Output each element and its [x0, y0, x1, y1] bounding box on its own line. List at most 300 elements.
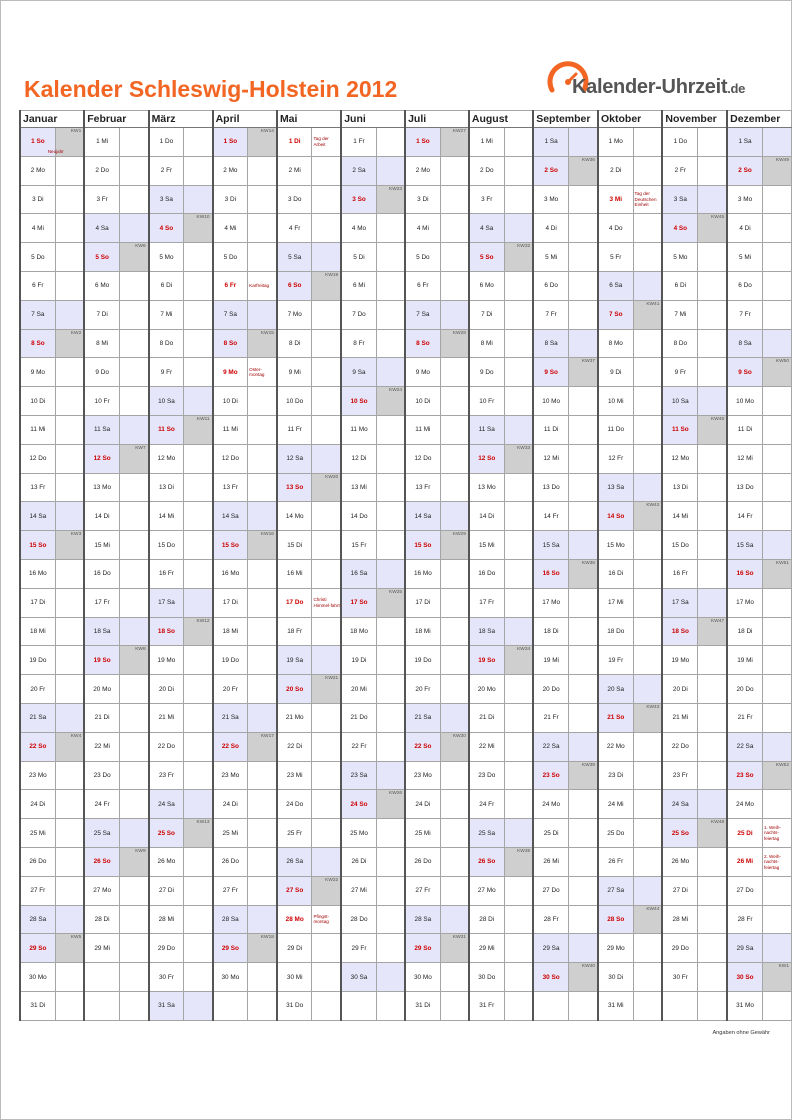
entry-cell — [376, 934, 405, 963]
entry-cell — [698, 934, 727, 963]
entry-cell — [120, 531, 149, 560]
day-cell: 22 So — [213, 732, 248, 761]
month-header: Januar — [20, 111, 84, 128]
month-header: September — [533, 111, 598, 128]
day-cell: 22 Do — [662, 732, 697, 761]
entry-cell — [633, 358, 662, 387]
entry-cell — [569, 185, 598, 214]
entry-cell — [569, 531, 598, 560]
entry-cell — [698, 963, 727, 992]
day-cell: 19 Sa — [277, 646, 312, 675]
page-title: Kalender Schleswig-Holstein 2012 — [24, 76, 398, 102]
entry-cell — [569, 559, 598, 588]
day-cell: 5 Do — [20, 243, 55, 272]
entry-cell — [312, 473, 341, 502]
day-cell: 24 Fr — [84, 790, 119, 819]
day-cell: 18 Sa — [84, 617, 119, 646]
day-cell: 1 Sa — [727, 128, 762, 157]
day-cell: 5 So — [469, 243, 504, 272]
entry-cell — [120, 271, 149, 300]
day-cell: 9 Do — [469, 358, 504, 387]
entry-cell — [762, 502, 791, 531]
empty-cell — [662, 991, 697, 1020]
entry-cell — [762, 387, 791, 416]
day-cell: 13 Fr — [213, 473, 248, 502]
entry-cell — [184, 243, 213, 272]
week-number: KW45 — [711, 215, 725, 221]
day-cell: 31 Sa — [149, 991, 184, 1020]
day-cell: 25 Fr — [277, 819, 312, 848]
day-cell: 16 So — [727, 559, 762, 588]
day-cell: 9 Mo — [405, 358, 440, 387]
entry-cell — [55, 502, 84, 531]
day-cell: 26 Sa — [277, 847, 312, 876]
entry-cell — [184, 646, 213, 675]
month-header: Dezember — [727, 111, 791, 128]
day-cell: 7 Sa — [20, 300, 55, 329]
entry-cell — [376, 847, 405, 876]
entry-cell — [569, 732, 598, 761]
entry-cell — [312, 214, 341, 243]
entry-cell — [184, 934, 213, 963]
day-cell: 23 Fr — [662, 761, 697, 790]
day-cell: 28 Di — [469, 905, 504, 934]
day-cell: 17 Mo — [727, 588, 762, 617]
day-cell: 18 Mi — [20, 617, 55, 646]
entry-cell — [376, 271, 405, 300]
entry-cell — [312, 905, 341, 934]
day-cell: 10 Di — [20, 387, 55, 416]
day-cell: 25 Mo — [341, 819, 376, 848]
day-cell: 11 Di — [727, 415, 762, 444]
day-cell: 24 Do — [277, 790, 312, 819]
entry-cell — [312, 415, 341, 444]
entry-cell — [184, 790, 213, 819]
day-cell: 7 Mo — [277, 300, 312, 329]
entry-cell — [569, 761, 598, 790]
entry-cell — [55, 934, 84, 963]
entry-cell — [312, 271, 341, 300]
day-cell: 9 Mo — [213, 358, 248, 387]
entry-cell — [633, 329, 662, 358]
day-cell: 29 Sa — [727, 934, 762, 963]
entry-cell — [312, 531, 341, 560]
day-cell: 15 Sa — [533, 531, 568, 560]
entry-cell — [698, 617, 727, 646]
day-cell: 27 Fr — [213, 876, 248, 905]
entry-cell — [698, 905, 727, 934]
logo-text — [572, 76, 745, 99]
entry-cell — [184, 847, 213, 876]
day-cell: 4 Di — [727, 214, 762, 243]
empty-cell — [341, 991, 376, 1020]
day-cell: 5 Fr — [598, 243, 633, 272]
month-header: August — [469, 111, 533, 128]
day-cell: 11 Mo — [341, 415, 376, 444]
entry-cell — [762, 156, 791, 185]
week-number: KW27 — [452, 129, 466, 134]
entry-cell — [440, 732, 469, 761]
entry-cell — [440, 963, 469, 992]
day-cell: 16 Mi — [277, 559, 312, 588]
day-cell: 5 Do — [213, 243, 248, 272]
day-cell: 19 Mi — [727, 646, 762, 675]
day-cell: 29 So — [405, 934, 440, 963]
holiday-label: Oster-montag — [249, 366, 265, 378]
month-header: Juli — [405, 111, 469, 128]
entry-cell — [762, 646, 791, 675]
day-cell: 7 Fr — [533, 300, 568, 329]
entry-cell — [184, 559, 213, 588]
week-number: KW35 — [517, 848, 531, 854]
week-number: KW28 — [452, 330, 466, 336]
day-cell: 15 So — [20, 531, 55, 560]
holiday-label: Tag der Arbeit — [313, 136, 329, 147]
entry-cell — [248, 559, 277, 588]
entry-cell — [248, 617, 277, 646]
day-cell: 8 Sa — [727, 329, 762, 358]
entry-cell — [698, 790, 727, 819]
week-number: KW37 — [581, 359, 595, 365]
empty-cell — [84, 991, 119, 1020]
entry-cell — [633, 761, 662, 790]
day-cell: 5 Mi — [533, 243, 568, 272]
day-cell: 23 Mo — [213, 761, 248, 790]
entry-cell — [504, 876, 533, 905]
day-cell: 26 Mi — [533, 847, 568, 876]
day-cell: 23 Do — [469, 761, 504, 790]
entry-cell — [762, 243, 791, 272]
entry-cell — [55, 963, 84, 992]
entry-cell — [569, 300, 598, 329]
holiday-label: Tag der Deutschen Einheit — [634, 191, 657, 208]
day-cell: 2 Mo — [213, 156, 248, 185]
entry-cell — [698, 761, 727, 790]
entry-cell — [312, 963, 341, 992]
entry-cell — [120, 358, 149, 387]
day-cell: 28 Sa — [405, 905, 440, 934]
day-cell: 29 Do — [149, 934, 184, 963]
entry-cell — [120, 876, 149, 905]
entry-cell — [55, 444, 84, 473]
day-cell: 24 Di — [405, 790, 440, 819]
entry-cell — [633, 473, 662, 502]
day-cell: 10 Fr — [84, 387, 119, 416]
day-cell: 18 Di — [727, 617, 762, 646]
week-number: KW26 — [389, 791, 403, 797]
day-cell: 13 Mi — [341, 473, 376, 502]
day-cell: 6 Mo — [469, 271, 504, 300]
entry-cell — [762, 415, 791, 444]
entry-cell — [698, 243, 727, 272]
day-cell: 12 Do — [405, 444, 440, 473]
day-cell: 18 So — [662, 617, 697, 646]
day-cell: 30 Do — [469, 963, 504, 992]
entry-cell — [440, 156, 469, 185]
entry-cell — [376, 358, 405, 387]
entry-cell — [248, 387, 277, 416]
day-cell: 3 Mi — [598, 185, 633, 214]
holiday-label: Karfreitag — [249, 283, 270, 289]
week-number: KW20 — [325, 474, 339, 480]
week-number: KW3 — [70, 532, 82, 538]
entry-cell — [184, 991, 213, 1020]
day-cell: 20 Do — [727, 675, 762, 704]
entry-cell — [762, 473, 791, 502]
week-number: KW13 — [196, 820, 210, 826]
day-cell: 4 Do — [598, 214, 633, 243]
entry-cell — [184, 329, 213, 358]
entry-cell — [633, 214, 662, 243]
day-cell: 14 Mo — [277, 502, 312, 531]
entry-cell — [504, 819, 533, 848]
entry-cell — [376, 502, 405, 531]
entry-cell — [120, 559, 149, 588]
entry-cell — [55, 703, 84, 732]
day-cell: 8 Sa — [533, 329, 568, 358]
entry-cell — [762, 185, 791, 214]
entry-cell — [55, 991, 84, 1020]
day-cell: 14 Sa — [213, 502, 248, 531]
day-cell: 14 Do — [341, 502, 376, 531]
week-number: KW48 — [711, 820, 725, 826]
day-cell: 21 Mi — [149, 703, 184, 732]
entry-cell — [698, 128, 727, 157]
day-cell: 14 Mi — [662, 502, 697, 531]
entry-cell — [762, 559, 791, 588]
entry-cell — [248, 963, 277, 992]
day-cell: 12 Do — [213, 444, 248, 473]
holiday-label: 1. Weih-nachts-feiertag — [763, 824, 781, 841]
entry-cell — [762, 761, 791, 790]
day-cell: 18 Mi — [213, 617, 248, 646]
entry-cell — [440, 819, 469, 848]
day-cell: 4 Sa — [469, 214, 504, 243]
entry-cell — [376, 876, 405, 905]
day-cell: 26 So — [469, 847, 504, 876]
day-cell: 16 Do — [84, 559, 119, 588]
empty-cell — [698, 991, 727, 1020]
entry-cell — [504, 185, 533, 214]
day-cell: 7 Sa — [213, 300, 248, 329]
entry-cell — [55, 646, 84, 675]
day-cell: 12 Mi — [533, 444, 568, 473]
week-number: KW24 — [389, 388, 403, 394]
entry-cell — [55, 243, 84, 272]
entry-cell — [440, 329, 469, 358]
entry-cell — [504, 329, 533, 358]
week-number: KW34 — [517, 647, 531, 653]
entry-cell — [762, 214, 791, 243]
day-cell: 11 So — [662, 415, 697, 444]
day-cell: 12 Do — [20, 444, 55, 473]
week-number: KW2 — [70, 330, 82, 336]
day-cell: 26 Do — [20, 847, 55, 876]
entry-cell — [184, 876, 213, 905]
day-cell: 28 Fr — [533, 905, 568, 934]
day-cell: 26 So — [84, 847, 119, 876]
day-cell: 30 Mo — [405, 963, 440, 992]
entry-cell — [248, 271, 277, 300]
day-cell: 4 Mo — [341, 214, 376, 243]
day-cell: 10 Mi — [598, 387, 633, 416]
day-cell: 13 Mo — [84, 473, 119, 502]
day-cell: 27 Sa — [598, 876, 633, 905]
day-cell: 12 Fr — [598, 444, 633, 473]
day-cell: 23 So — [533, 761, 568, 790]
day-cell: 29 So — [20, 934, 55, 963]
entry-cell — [762, 617, 791, 646]
day-cell: 7 Sa — [405, 300, 440, 329]
day-cell: 16 So — [533, 559, 568, 588]
entry-cell — [633, 934, 662, 963]
entry-cell — [633, 502, 662, 531]
entry-cell — [120, 387, 149, 416]
entry-cell — [120, 761, 149, 790]
entry-cell — [698, 214, 727, 243]
day-cell: 31 Di — [20, 991, 55, 1020]
day-cell: 22 So — [405, 732, 440, 761]
entry-cell — [184, 502, 213, 531]
entry-cell — [698, 156, 727, 185]
entry-cell — [698, 502, 727, 531]
entry-cell — [248, 876, 277, 905]
entry-cell — [698, 415, 727, 444]
day-cell: 4 So — [662, 214, 697, 243]
day-cell: 24 Mi — [598, 790, 633, 819]
day-cell: 16 Di — [598, 559, 633, 588]
day-cell: 20 Di — [662, 675, 697, 704]
day-cell: 14 Di — [469, 502, 504, 531]
empty-cell — [84, 963, 119, 992]
day-cell: 10 Fr — [469, 387, 504, 416]
week-number: KW43 — [646, 704, 660, 710]
day-cell: 16 Mo — [20, 559, 55, 588]
entry-cell — [633, 963, 662, 992]
entry-cell — [120, 415, 149, 444]
entry-cell — [376, 675, 405, 704]
entry-cell — [55, 271, 84, 300]
day-cell: 20 Fr — [20, 675, 55, 704]
day-cell: 23 So — [727, 761, 762, 790]
day-cell: 29 Mi — [469, 934, 504, 963]
entry-cell — [633, 243, 662, 272]
day-cell: 8 Do — [662, 329, 697, 358]
entry-cell — [569, 502, 598, 531]
day-cell: 7 Mi — [662, 300, 697, 329]
entry-cell — [440, 790, 469, 819]
entry-cell — [762, 934, 791, 963]
day-cell: 7 So — [598, 300, 633, 329]
day-cell: 27 Mo — [84, 876, 119, 905]
week-number: KW41 — [646, 301, 660, 307]
day-cell: 19 Fr — [598, 646, 633, 675]
week-number: KW21 — [325, 676, 339, 682]
entry-cell — [569, 156, 598, 185]
day-cell: 8 Mi — [469, 329, 504, 358]
entry-cell — [504, 732, 533, 761]
entry-cell — [248, 128, 277, 157]
month-header: Mai — [277, 111, 341, 128]
day-cell: 28 Sa — [213, 905, 248, 934]
day-cell: 14 Di — [84, 502, 119, 531]
day-cell: 4 So — [149, 214, 184, 243]
day-cell: 29 Di — [277, 934, 312, 963]
day-cell: 11 Sa — [84, 415, 119, 444]
day-cell: 29 Mo — [598, 934, 633, 963]
entry-cell — [184, 156, 213, 185]
day-cell: 8 Mo — [598, 329, 633, 358]
entry-cell — [120, 243, 149, 272]
day-cell: 15 So — [405, 531, 440, 560]
entry-cell — [120, 473, 149, 502]
entry-cell — [376, 415, 405, 444]
entry-cell — [504, 243, 533, 272]
entry-cell — [120, 185, 149, 214]
day-cell: 1 So — [20, 128, 55, 157]
entry-cell — [120, 703, 149, 732]
day-cell: 16 Mo — [405, 559, 440, 588]
entry-cell — [762, 790, 791, 819]
entry-cell — [762, 329, 791, 358]
day-cell: 19 Mo — [149, 646, 184, 675]
day-cell: 5 Sa — [277, 243, 312, 272]
entry-cell — [569, 703, 598, 732]
day-cell: 21 Di — [84, 703, 119, 732]
entry-cell — [440, 502, 469, 531]
entry-cell — [248, 444, 277, 473]
day-cell: 6 Do — [727, 271, 762, 300]
entry-cell — [569, 358, 598, 387]
entry-cell — [312, 243, 341, 272]
entry-cell — [569, 675, 598, 704]
day-cell: 2 Di — [598, 156, 633, 185]
entry-cell — [504, 963, 533, 992]
day-cell: 20 Mi — [341, 675, 376, 704]
entry-cell — [633, 128, 662, 157]
day-cell: 9 So — [727, 358, 762, 387]
entry-cell — [376, 444, 405, 473]
entry-cell — [762, 703, 791, 732]
entry-cell — [440, 387, 469, 416]
day-cell: 20 Fr — [405, 675, 440, 704]
day-cell: 18 Sa — [469, 617, 504, 646]
day-cell: 16 Sa — [341, 559, 376, 588]
day-cell: 27 Di — [662, 876, 697, 905]
entry-cell — [184, 271, 213, 300]
day-cell: 10 So — [341, 387, 376, 416]
day-cell: 22 Sa — [533, 732, 568, 761]
entry-cell — [376, 588, 405, 617]
entry-cell — [376, 156, 405, 185]
entry-cell — [55, 214, 84, 243]
week-number: KW1 — [70, 129, 82, 134]
week-number: KW10 — [196, 215, 210, 221]
day-cell: 30 Mi — [277, 963, 312, 992]
entry-cell — [698, 387, 727, 416]
day-cell: 5 Mo — [662, 243, 697, 272]
entry-cell — [762, 732, 791, 761]
entry-cell — [504, 934, 533, 963]
month-header: Oktober — [598, 111, 662, 128]
entry-cell — [376, 300, 405, 329]
entry-cell — [184, 531, 213, 560]
day-cell: 27 So — [277, 876, 312, 905]
day-cell: 26 Mo — [662, 847, 697, 876]
entry-cell — [698, 358, 727, 387]
day-cell: 19 Mi — [533, 646, 568, 675]
entry-cell — [248, 675, 277, 704]
